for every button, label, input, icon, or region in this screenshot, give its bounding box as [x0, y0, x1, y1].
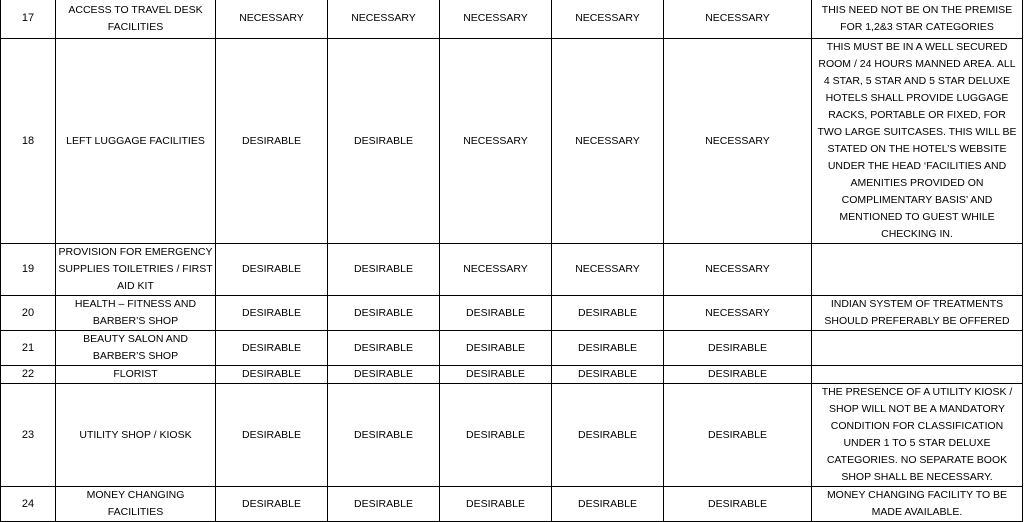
row-number: 24 — [1, 487, 56, 522]
remark-cell: INDIAN SYSTEM OF TREATMENTS SHOULD PREFERABLY BE OFFERED — [812, 296, 1023, 331]
requirement-cell: DESIRABLE — [328, 366, 440, 384]
remark-cell: THE PRESENCE OF A UTILITY KIOSK / SHOP WILL NOT BE A MANDATORY CONDITION FOR CLASSIFICATION UNDER 1 TO 5 STAR DELUXE CATEGORIES. NO SEPARATE BOOK SHOP SHALL BE NECESSARY. — [812, 384, 1023, 487]
requirement-cell: DESIRABLE — [664, 384, 812, 487]
requirement-cell: DESIRABLE — [664, 487, 812, 522]
requirement-cell: DESIRABLE — [552, 487, 664, 522]
requirement-cell: DESIRABLE — [216, 384, 328, 487]
requirement-cell: DESIRABLE — [440, 331, 552, 366]
requirement-cell: NECESSARY — [664, 0, 812, 39]
requirement-cell: DESIRABLE — [440, 296, 552, 331]
remark-cell: THIS MUST BE IN A WELL SECURED ROOM / 24 HOURS MANNED AREA. ALL 4 STAR, 5 STAR AND 5 STAR DELUXE HOTELS SHALL PROVIDE LUGGAGE RACKS, PORTABLE OR FIXED, FOR TWO LARGE SUITCASES. THIS WILL BE STATED ON THE HOTEL’S WEBSITE UNDER THE HEAD ‘FACILITIES AND AMENITIES PROVIDED ON COMPLIMENTARY BASIS’ AND MENTIONED TO GUEST WHILE CHECKING IN. — [812, 39, 1023, 244]
requirement-cell: NECESSARY — [216, 0, 328, 39]
requirement-cell: DESIRABLE — [664, 366, 812, 384]
requirement-cell: NECESSARY — [552, 39, 664, 244]
row-number: 21 — [1, 331, 56, 366]
requirement-cell: NECESSARY — [440, 0, 552, 39]
requirement-cell: DESIRABLE — [552, 331, 664, 366]
facility-name: UTILITY SHOP / KIOSK — [56, 384, 216, 487]
requirement-cell: DESIRABLE — [552, 296, 664, 331]
requirement-cell: DESIRABLE — [328, 487, 440, 522]
row-number: 20 — [1, 296, 56, 331]
requirement-cell: DESIRABLE — [328, 39, 440, 244]
facility-name: BEAUTY SALON AND BARBER’S SHOP — [56, 331, 216, 366]
requirement-cell: NECESSARY — [328, 0, 440, 39]
row-number: 18 — [1, 39, 56, 244]
table-row — [1, 39, 1023, 244]
table-row — [1, 331, 1023, 366]
requirement-cell: DESIRABLE — [552, 366, 664, 384]
facility-name: ACCESS TO TRAVEL DESK FACILITIES — [56, 0, 216, 39]
row-number: 17 — [1, 0, 56, 39]
requirement-cell: DESIRABLE — [328, 331, 440, 366]
table-row — [1, 0, 1023, 39]
requirement-cell: DESIRABLE — [216, 296, 328, 331]
facility-name: HEALTH – FITNESS AND BARBER’S SHOP — [56, 296, 216, 331]
table-row — [1, 366, 1023, 384]
requirement-cell: DESIRABLE — [216, 331, 328, 366]
facility-name: LEFT LUGGAGE FACILITIES — [56, 39, 216, 244]
requirement-cell: DESIRABLE — [664, 331, 812, 366]
requirement-cell: DESIRABLE — [440, 384, 552, 487]
remark-cell — [812, 244, 1023, 296]
requirement-cell: DESIRABLE — [440, 487, 552, 522]
requirement-cell: DESIRABLE — [216, 487, 328, 522]
requirement-cell: NECESSARY — [552, 244, 664, 296]
requirement-cell: NECESSARY — [440, 39, 552, 244]
table-row — [1, 244, 1023, 296]
requirement-cell: DESIRABLE — [216, 39, 328, 244]
table-row — [1, 384, 1023, 487]
requirement-cell: NECESSARY — [664, 296, 812, 331]
remark-cell: MONEY CHANGING FACILITY TO BE MADE AVAILABLE. — [812, 487, 1023, 522]
remark-cell: THIS NEED NOT BE ON THE PREMISE FOR 1,2&3 STAR CATEGORIES — [812, 0, 1023, 39]
requirement-cell: DESIRABLE — [328, 296, 440, 331]
requirement-cell: DESIRABLE — [552, 384, 664, 487]
requirement-cell: NECESSARY — [664, 244, 812, 296]
row-number: 19 — [1, 244, 56, 296]
remark-cell — [812, 366, 1023, 384]
requirement-cell: NECESSARY — [552, 0, 664, 39]
facility-name: PROVISION FOR EMERGENCY SUPPLIES TOILETRIES / FIRST AID KIT — [56, 244, 216, 296]
row-number: 23 — [1, 384, 56, 487]
requirement-cell: DESIRABLE — [328, 384, 440, 487]
requirement-cell: DESIRABLE — [328, 244, 440, 296]
facility-name: FLORIST — [56, 366, 216, 384]
requirement-cell: NECESSARY — [664, 39, 812, 244]
table-row — [1, 296, 1023, 331]
table-row — [1, 487, 1023, 522]
facility-name: MONEY CHANGING FACILITIES — [56, 487, 216, 522]
requirement-cell: NECESSARY — [440, 244, 552, 296]
requirement-cell: DESIRABLE — [216, 366, 328, 384]
requirement-cell: DESIRABLE — [440, 366, 552, 384]
remark-cell — [812, 331, 1023, 366]
row-number: 22 — [1, 366, 56, 384]
requirement-cell: DESIRABLE — [216, 244, 328, 296]
